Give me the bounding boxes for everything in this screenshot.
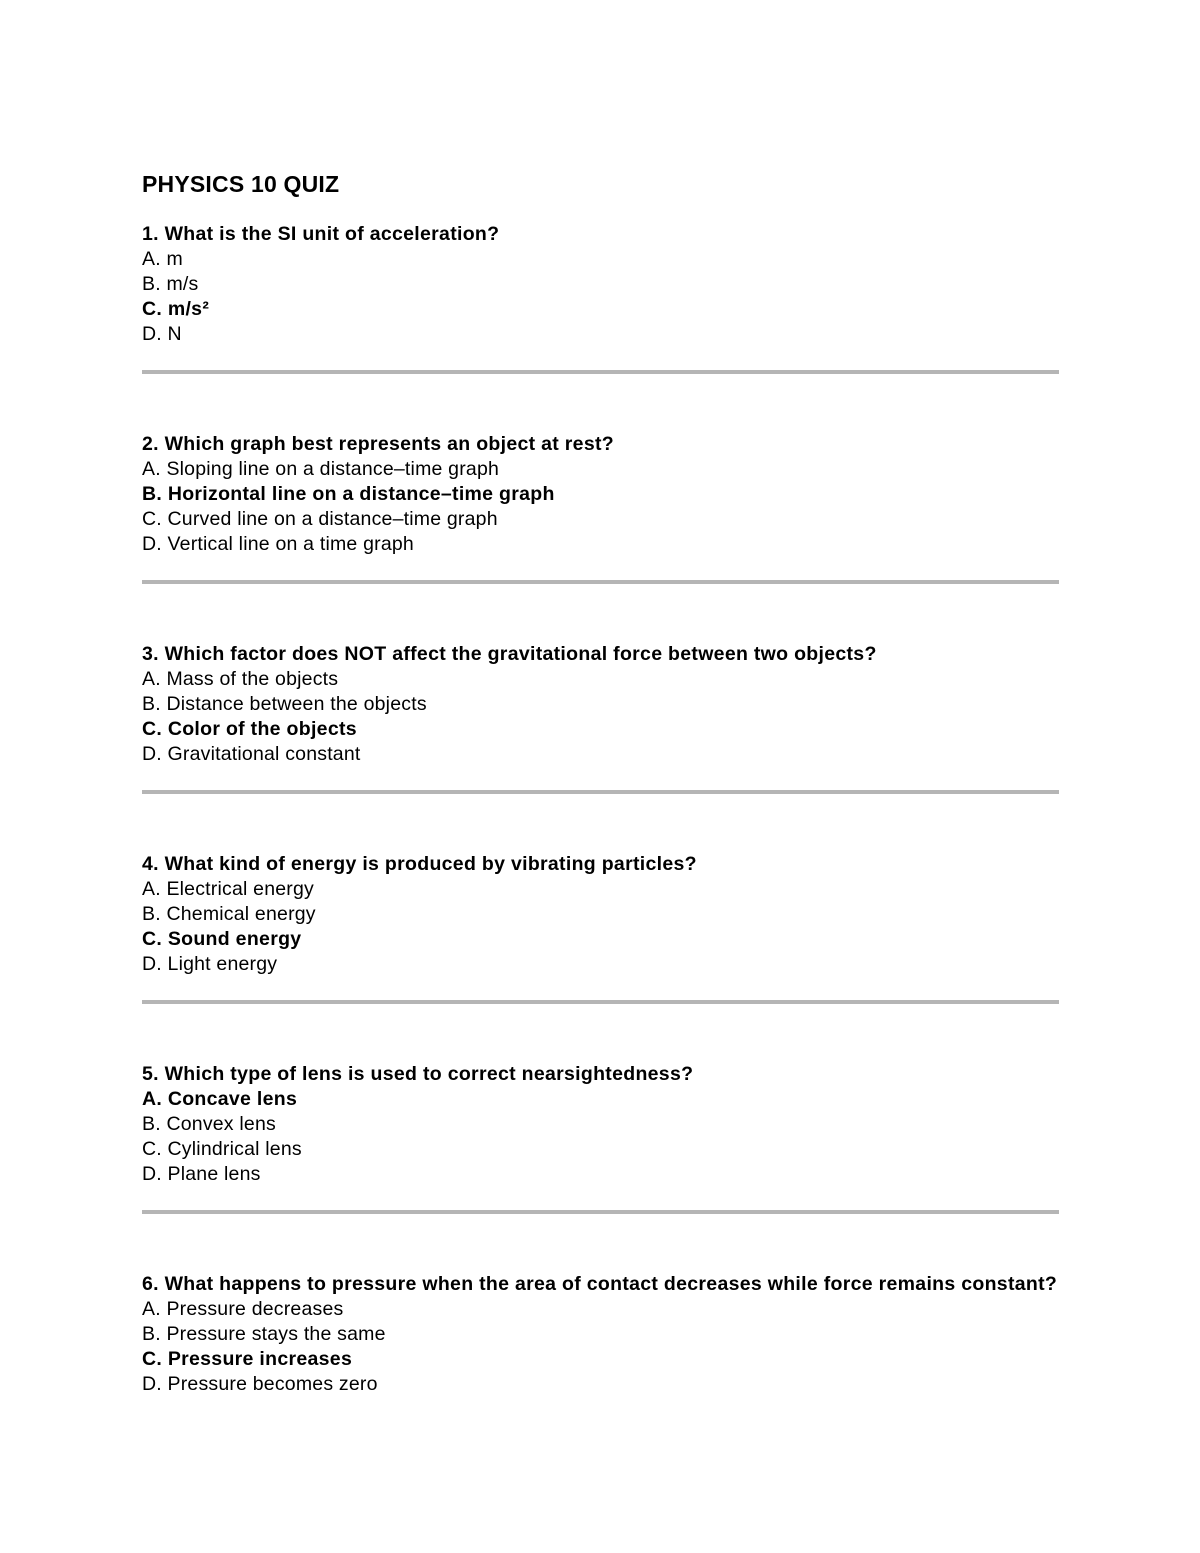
question-text: 3. Which factor does NOT affect the gravitational force between two objects? [142, 643, 877, 665]
question-divider [142, 370, 1059, 374]
question-text: 4. What kind of energy is produced by vibrating particles? [142, 853, 697, 875]
option-b: B. Pressure stays the same [142, 1323, 386, 1345]
option-a: A. m [142, 248, 183, 270]
question-divider [142, 580, 1059, 584]
question-text: 1. What is the SI unit of acceleration? [142, 223, 500, 245]
option-d: D. Plane lens [142, 1163, 261, 1185]
option-c-correct: C. m/s² [142, 298, 210, 320]
option-b: B. Convex lens [142, 1113, 276, 1135]
question-text: 5. Which type of lens is used to correct nearsightedness? [142, 1063, 694, 1085]
option-c-correct: C. Pressure increases [142, 1348, 353, 1370]
question-6 [142, 1272, 1059, 1397]
question-5 [142, 1062, 1059, 1187]
question-text: 6. What happens to pressure when the area of contact decreases while force remains constant? [142, 1273, 1058, 1295]
option-c-correct: C. Sound energy [142, 928, 302, 950]
option-d: D. N [142, 323, 182, 345]
option-c-correct: C. Color of the objects [142, 718, 357, 740]
option-a: A. Mass of the objects [142, 668, 339, 690]
option-b: B. Chemical energy [142, 903, 316, 925]
option-a-correct: A. Concave lens [142, 1088, 298, 1110]
question-divider [142, 1000, 1059, 1004]
page-title: PHYSICS 10 QUIZ [142, 171, 340, 197]
option-d: D. Light energy [142, 953, 278, 975]
option-b-correct: B. Horizontal line on a distance–time graph [142, 483, 555, 505]
question-divider [142, 1210, 1059, 1214]
question-3 [142, 642, 1059, 767]
option-d: D. Gravitational constant [142, 743, 361, 765]
quiz-page [142, 170, 1059, 1397]
option-c: C. Curved line on a distance–time graph [142, 508, 498, 530]
option-a: A. Sloping line on a distance–time graph [142, 458, 500, 480]
option-a: A. Pressure decreases [142, 1298, 344, 1320]
question-text: 2. Which graph best represents an object at rest? [142, 433, 614, 455]
option-d: D. Pressure becomes zero [142, 1373, 378, 1395]
option-c: C. Cylindrical lens [142, 1138, 302, 1160]
option-d: D. Vertical line on a time graph [142, 533, 414, 555]
question-1 [142, 222, 1059, 347]
option-b: B. m/s [142, 273, 199, 295]
question-4 [142, 852, 1059, 977]
question-divider [142, 790, 1059, 794]
option-b: B. Distance between the objects [142, 693, 427, 715]
option-a: A. Electrical energy [142, 878, 314, 900]
question-2 [142, 432, 1059, 557]
